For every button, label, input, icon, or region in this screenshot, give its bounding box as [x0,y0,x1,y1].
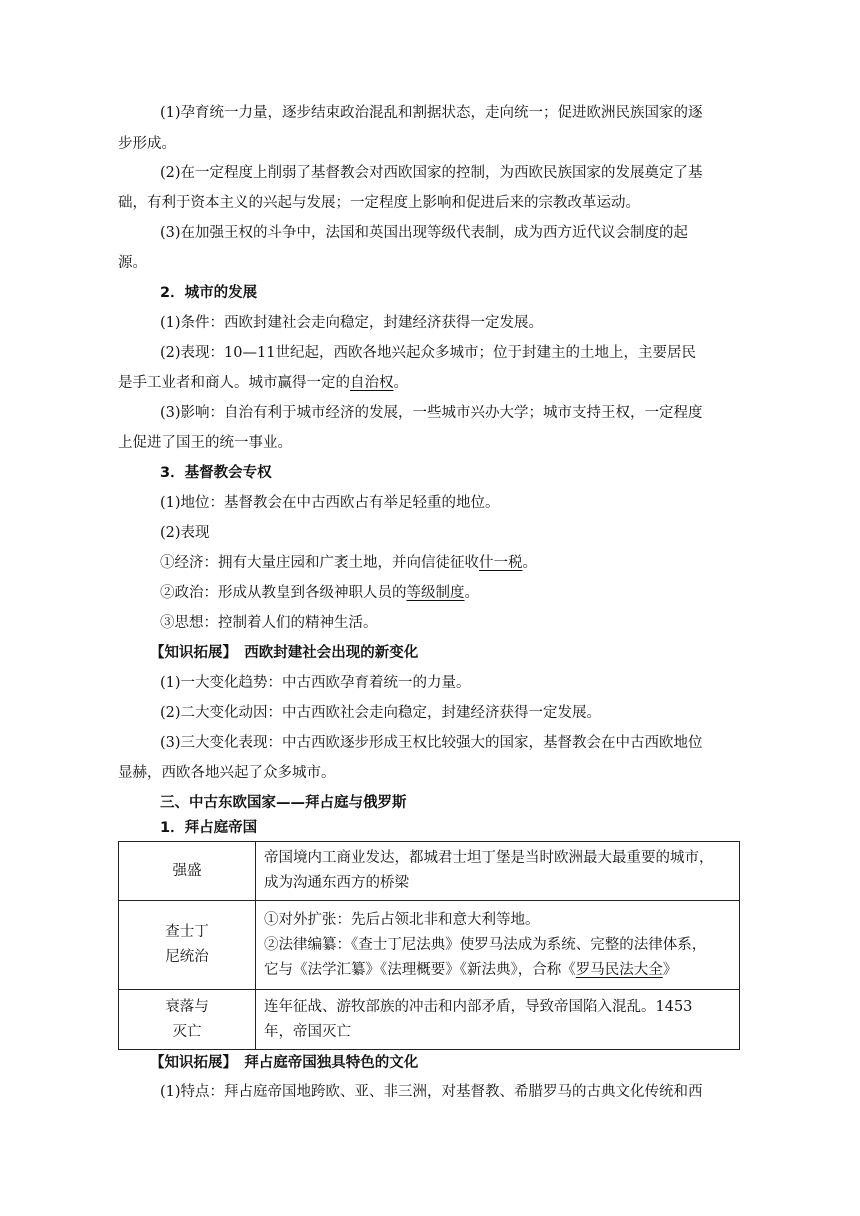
row-head-prosperity: 强盛 [119,842,256,901]
table-row [119,842,740,901]
heading-eastern-europe: 三、中古东欧国家——拜占庭与俄罗斯 [160,795,407,811]
ext1-item-3-line2: 显赫，西欧各地兴起了众多城市。 [118,765,336,781]
city-condition: (1)条件：西欧封建社会走向稳定，封建经济获得一定发展。 [160,315,544,331]
byzantine-table [118,841,740,1050]
ext1-item-3-line1: (3)三大变化表现：中古西欧逐步形成王权比较强大的国家，基督教会在中古西欧地位 [160,735,703,751]
church-economy: ①经济：拥有大量庄园和广袤土地，并向信徒征收什一税。 [160,555,537,571]
row-body-prosperity: 帝国境内工商业发达，都城君士坦丁堡是当时欧洲最大最重要的城市， 成为沟通东西方的桥梁 [256,842,740,901]
church-performance: (2)表现 [160,525,210,541]
city-performance-line1: (2)表现：10—11世纪起，西欧各地兴起众多城市；位于封建主的土地上，主要居民 [160,345,696,361]
table-row [119,901,740,990]
city-performance-line2: 是手工业者和商人。城市赢得一定的自治权。 [118,375,408,391]
keyword-corpus-juris: 罗马民法大全 [575,961,663,978]
ext1-item-2: (2)二大变化动因：中古西欧社会走向稳定，封建经济获得一定发展。 [160,705,602,721]
row-body-decline: 连年征战、游牧部族的冲击和内部矛盾，导致帝国陷入混乱。1453 年，帝国灭亡 [256,990,740,1050]
paragraph-1-3-line1: (3)在加强王权的斗争中，法国和英国出现等级代表制，成为西方近代议会制度的起 [160,225,689,241]
heading-byzantine: 1．拜占庭帝国 [160,820,258,836]
keyword-autonomy: 自治权 [350,375,394,391]
church-politics: ②政治：形成从教皇到各级神职人员的等级制度。 [160,585,479,601]
row-head-justinian: 查士丁 尼统治 [119,901,256,990]
keyword-tithe: 什一税 [479,555,523,571]
keyword-hierarchy: 等级制度 [406,585,465,601]
row-body-justinian: ①对外扩张：先后占领北非和意大利等地。 ②法律编纂：《查士丁尼法典》使罗马法成为系统、完整的法律体系， 它与《法学汇纂》《法理概要》《新法典》，合称《罗马民法大全》 [256,901,740,990]
church-thought: ③思想：控制着人们的精神生活。 [160,615,378,631]
heading-city-development: 2．城市的发展 [160,285,258,301]
city-influence-line1: (3)影响：自治有利于城市经济的发展，一些城市兴办大学；城市支持王权，一定程度 [160,405,703,421]
paragraph-1-3-line2: 源。 [118,255,147,271]
row-head-decline: 衰落与 灭亡 [119,990,256,1050]
church-status: (1)地位：基督教会在中古西欧占有举足轻重的地位。 [160,495,500,511]
paragraph-1-2-line1: (2)在一定程度上削弱了基督教会对西欧国家的控制，为西欧民族国家的发展奠定了基 [160,165,703,181]
knowledge-extension-title-1: 【知识拓展】 西欧封建社会出现的新变化 [150,645,419,661]
ext2-item-1: (1)特点：拜占庭帝国地跨欧、亚、非三洲，对基督教、希腊罗马的古典文化传统和西 [160,1084,703,1100]
paragraph-1-1-line1: (1)孕育统一力量，逐步结束政治混乱和割据状态，走向统一；促进欧洲民族国家的逐 [160,105,703,121]
paragraph-1-2-line2: 础，有利于资本主义的兴起与发展；一定程度上影响和促进后来的宗教改革运动。 [118,195,640,211]
heading-church-power: 3．基督教会专权 [160,465,272,481]
table-row [119,990,740,1050]
ext1-item-1: (1)一大变化趋势：中古西欧孕育着统一的力量。 [160,675,471,691]
city-influence-line2: 上促进了国王的统一事业。 [118,435,292,451]
knowledge-extension-title-2: 【知识拓展】 拜占庭帝国独具特色的文化 [150,1055,419,1071]
paragraph-1-1-line2: 步形成。 [118,136,176,152]
